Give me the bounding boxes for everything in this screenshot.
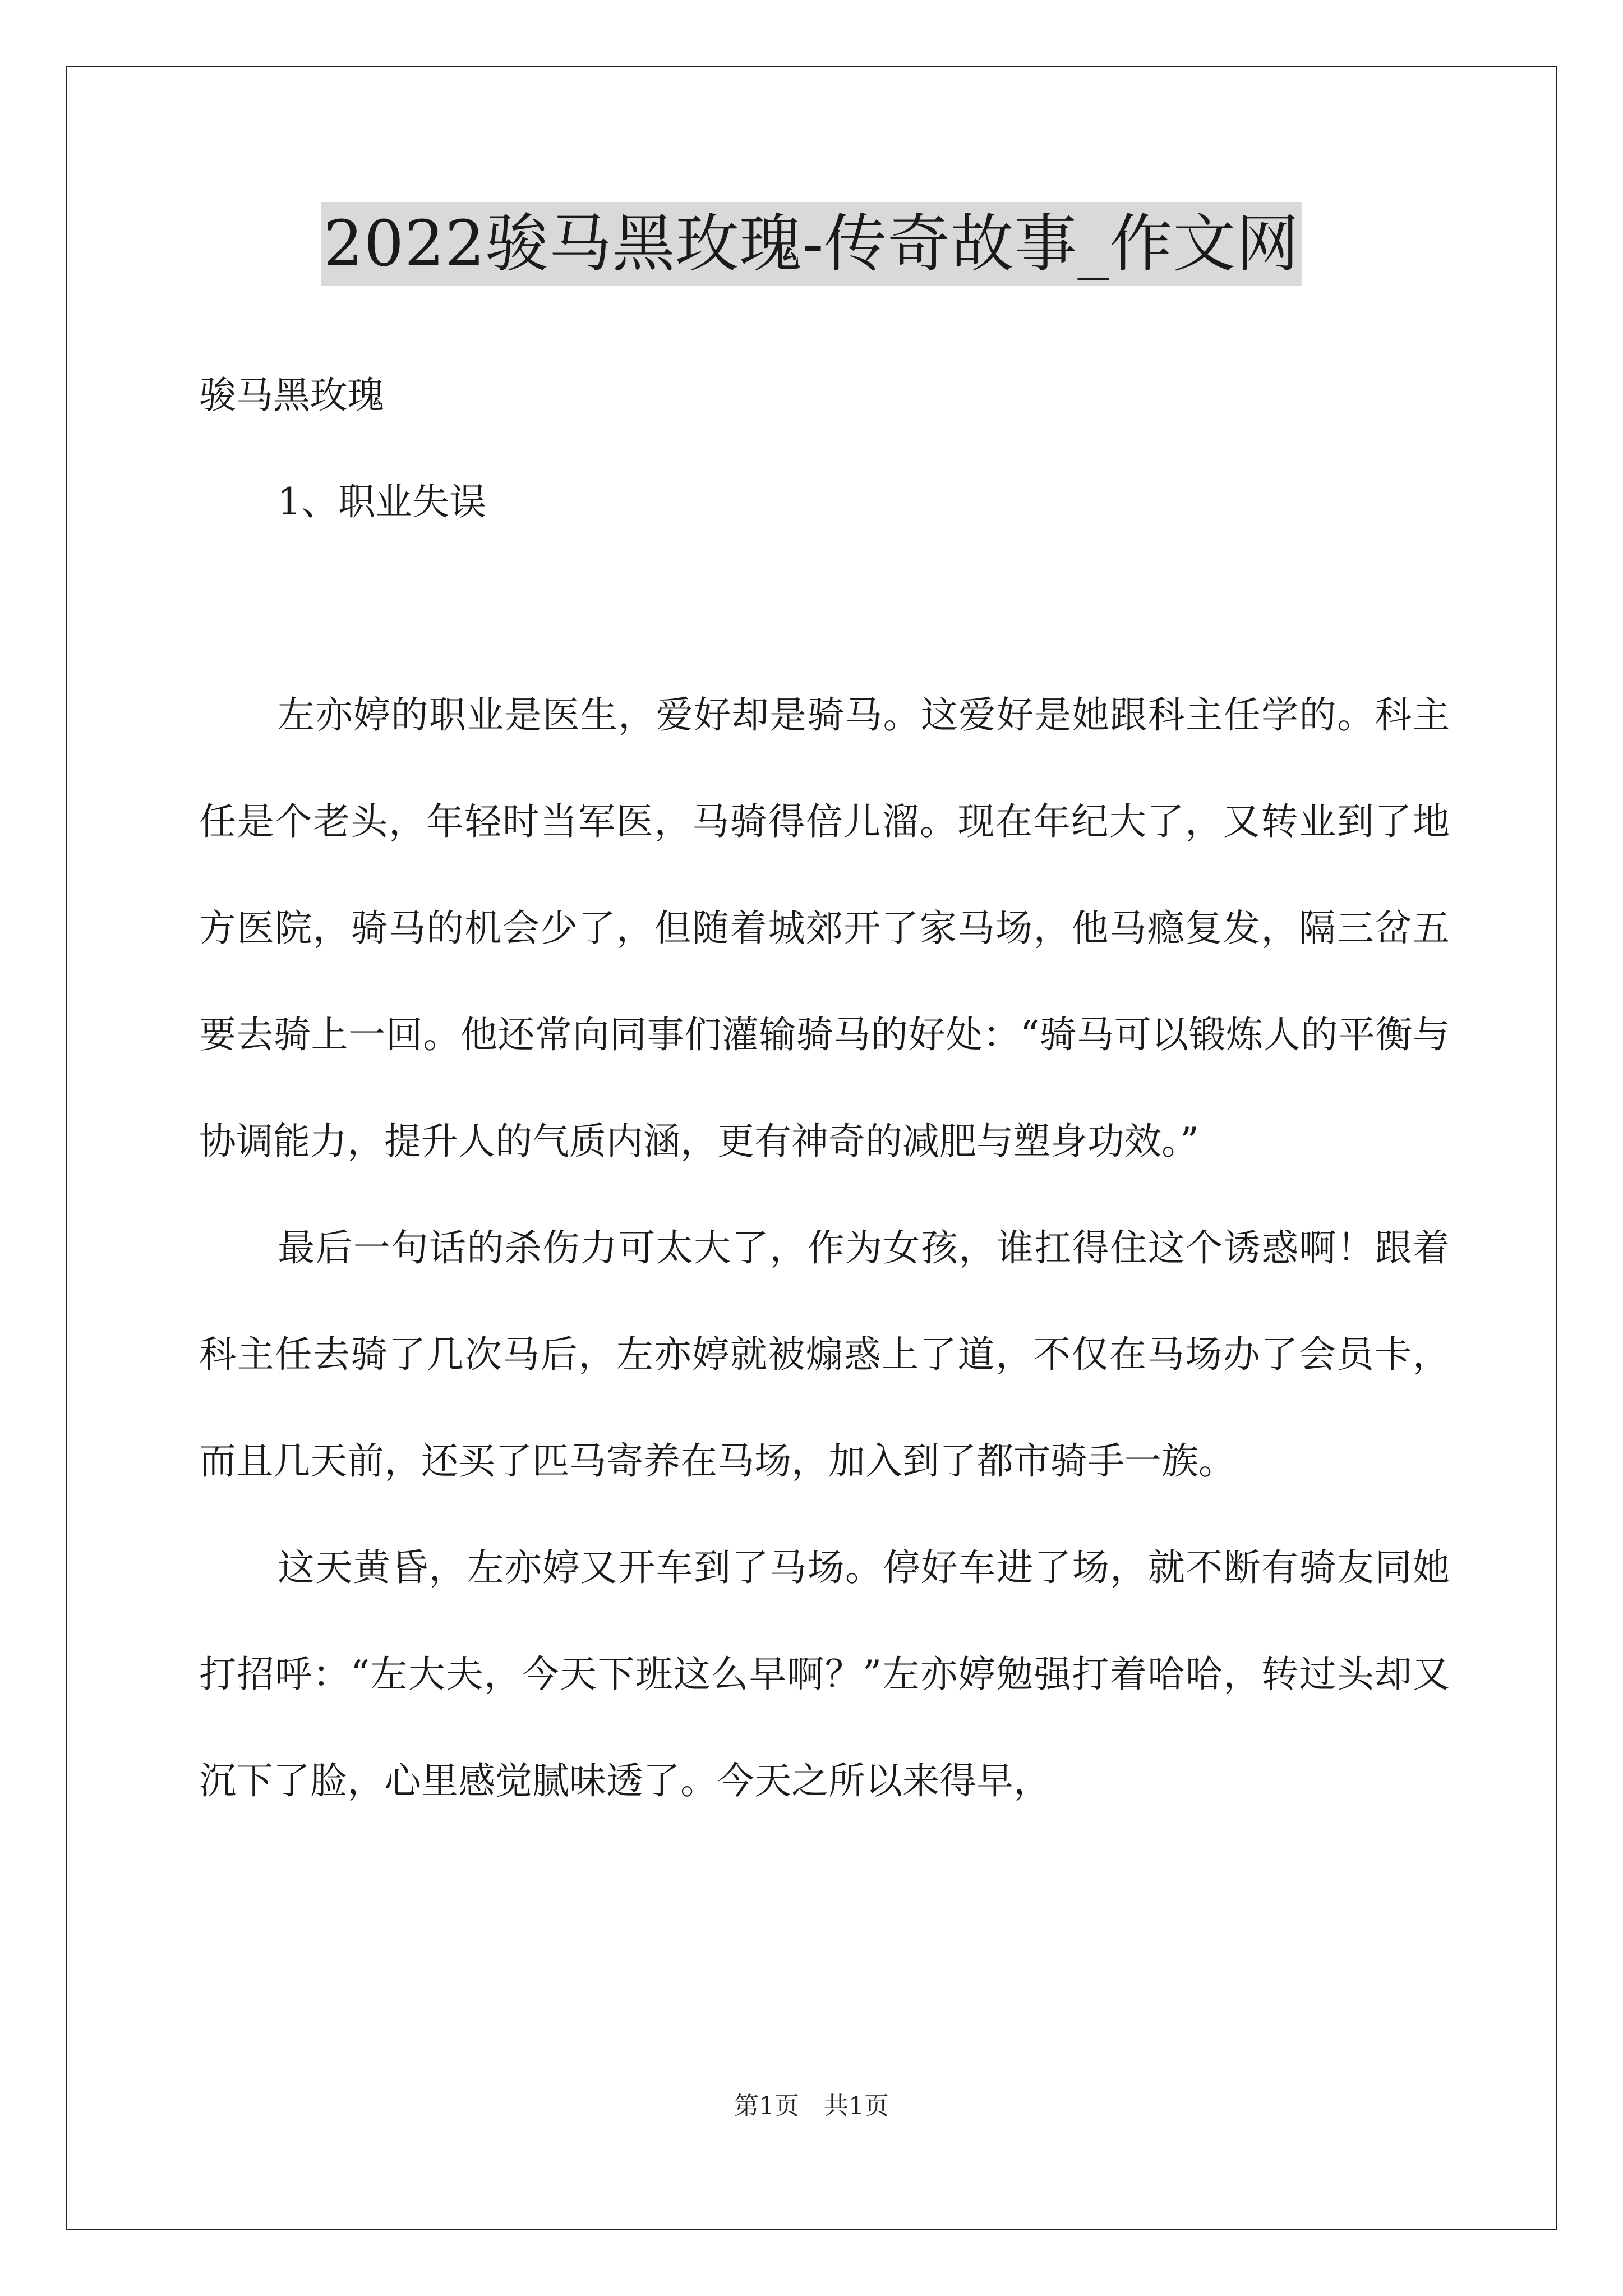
paragraph: 最后一句话的杀伤力可太大了，作为女孩，谁扛得住这个诱惑啊！跟着科主任去骑了几次马后，左亦婷就被煽惑上了道，不仅在马场办了会员卡，而且几天前，还买了匹马寄养在马场，加入到了都市骑手一族。 bbox=[199, 1226, 1450, 1483]
paragraph: 左亦婷的职业是医生，爱好却是骑马。这爱好是她跟科主任学的。科主任是个老头，年轻时当军医，马骑得倍儿溜。现在年纪大了，又转业到了地方医院，骑马的机会少了，但随着城郊开了家马场，他马瘾复发，隔三岔五要去骑上一回。他还常向同事们灌输骑马的好处：“骑马可以锻炼人的平衡与协调能力，提升人的气质内涵，更有神奇的减肥与塑身功效。” bbox=[199, 693, 1450, 1163]
story-title: 骏马黑玫瑰 bbox=[199, 374, 384, 417]
section-heading: 1、职业失误 bbox=[278, 480, 486, 523]
document-title: 2022骏马黑玫瑰-传奇故事_作文网 bbox=[321, 202, 1302, 286]
page-footer: 第1页 共1页 bbox=[734, 2092, 889, 2120]
paragraph: 这天黄昏，左亦婷又开车到了马场。停好车进了场，就不断有骑友同她打招呼：“左大夫，今天下班这么早啊？”左亦婷勉强打着哈哈，转过头却又沉下了脸，心里感觉腻味透了。今天之所以来得早， bbox=[199, 1546, 1450, 1802]
document-body bbox=[199, 342, 1450, 1834]
title-container bbox=[0, 202, 1623, 286]
